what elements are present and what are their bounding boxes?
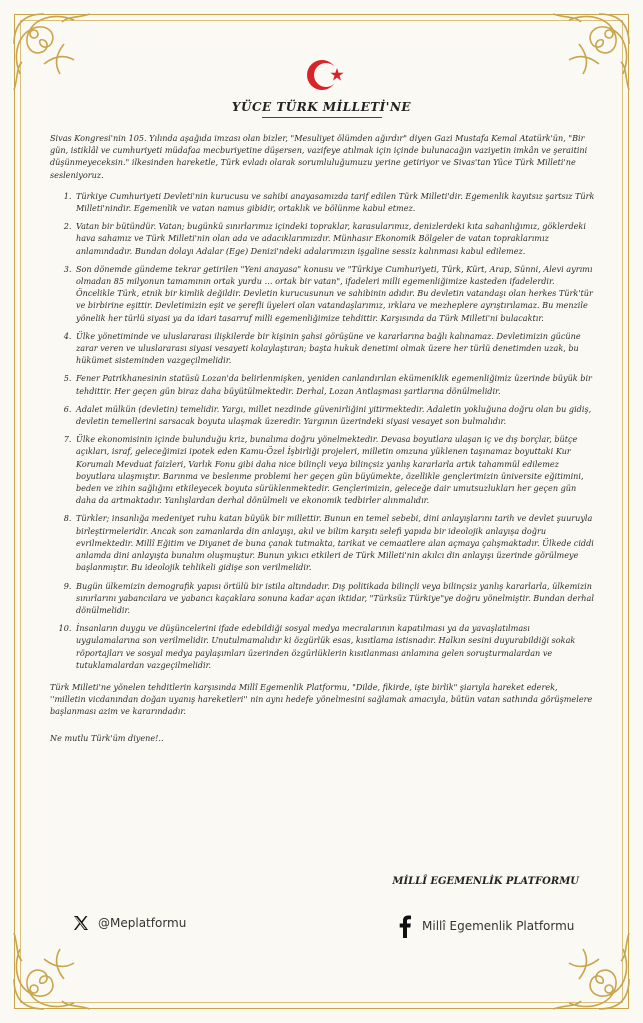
facebook-page-name: Millî Egemenlik Platformu: [422, 919, 575, 933]
list-item: 3. Son dönemde gündeme tekrar getirilen "Yeni anayasa" konusu ve "Türkiye Cumhuriyeti, Türk, Kürt, Arap, Sünni, Alevi ayrımı olmadan 85 milyonun tamamının ortak yurdu … ortak bir vatan", ifadeleri milli egemenliğimize kasteden ifadelerdir. Öncelikle Türk, etnik bir kimlik değildir. Devletin kurucusunun ve sahibinin adıdır. Bu devletin vatandaşı olan herkes Türk'tür ve birbirine eşittir. Devletimizin eşit ve şerefli üyeleri olan vatandaşlarımız, ırklara ve mezheplere ayrıştırılamaz. Bu menzile yönelik her türlü siyasi ya da idari tasarruf milli egemenliğimize tehdittir. Karşısında da Türk Milleti'ni bulacaktır.: [74, 263, 595, 324]
facebook-page-link[interactable]: [398, 914, 574, 938]
list-item: 2. Vatan bir bütündür. Vatan; bugünkü sınırlarımız içindeki topraklar, karasularımız, denizlerdeki kıta sahanlığımız, göklerdeki hava sahamız ve Türk Milleti'nin olan ada ve adacıklarımızdır. Münhasır Ekonomik Bölgeler de vatan topraklarımız anlamındadır. Bundan dolayı Adalar (Ege) Denizi'ndeki adalarımızın işgaline sessiz kalınması kabul edilemez.: [74, 220, 595, 257]
list-item: 6. Adalet mülkün (devletin) temelidir. Yargı, millet nezdinde güvenirliğini yitirmektedir. Adaletin yokluğuna doğru olan bu gidiş, devletin temellerini sarsacak boyuta ulaşmak üzeredir. Yargının üzerindeki siyasi vesayet son bulmalıdır.: [74, 403, 595, 427]
title-underline: [262, 117, 382, 118]
list-item: 10. İnsanların duygu ve düşüncelerini ifade edebildiği sosyal medya mecralarının kapatılması ya da yavaşlatılması uygulamalarına son verilmelidir. Unutulmamalıdır ki özgürlük esas, kısıtlama istisnadır. Halkın sesini duyurabildiği sokak röportajları ve sosyal medya paylaşımları üzerinden özgürlüklerin kısıtlanması anlamına gelen soruşturmalardan ve tutuklamalardan vazgeçilmelidir.: [74, 622, 595, 671]
list-item: 4. Ülke yönetiminde ve uluslararası ilişkilerde bir kişinin şahsi görüşüne ve kararlarına bağlı kalınamaz. Devletimizin gücüne zarar veren ve uluslararası siyasi vesayeti kolaylaştıran; başta hukuk denetimi olmak üzere her türlü denetimden uzak, bu hükümet sisteminden vazgeçilmelidir.: [74, 330, 595, 367]
crescent-star-icon: [304, 55, 348, 95]
x-logo-icon: [72, 914, 90, 932]
intro-paragraph: Sivas Kongresi'nin 105. Yılında aşağıda imzası olan bizler, "Mesuliyet ölümden ağırdır" diyen Gazi Mustafa Kemal Atatürk'ün, "Bir gün, istiklâl ve cumhuriyeti müdafaa mecburiyetine düşersen, vazifeye atılmak için içinde bulunacağın vaziyetin imkân ve şeraitini düşünmeyeceksin." ilkesinden hareketle, Türk evladı olarak sorumluluğumuzu yerine getiriyor ve Sivas'tan Yüce Türk Milleti'ne sesleniyoruz.: [50, 133, 588, 180]
list-item: 8. Türkler; insanlığa medeniyet ruhu katan büyük bir millettir. Bunun en temel sebebi, dini anlayışlarını tarih ve devlet şuuruyla birleştirmeleridir. Ancak son zamanlarda din anlayışı, akıl ve bilim karşıtı selefi yapıda bir ideolojik anlayışa doğru evrilmektedir. Millî Eğitim ve Diyanet de buna çanak tutmakta, tarikat ve cemaatlere alan açmaya çalışmaktadır. Ülkede ciddi anlamda dini anlayışta bunalım oluşmuştur. Bunun yıkıcı etkileri de Türk Milleti'nin akılcı din anlayışı üzerinde görülmeye başlanmıştır. Bu ideolojik tehlikeli gidişe son verilmelidir.: [74, 512, 595, 573]
list-item: 7. Ülke ekonomisinin içinde bulunduğu kriz, bunalıma doğru yönelmektedir. Devasa boyutlara ulaşan iç ve dış borçlar, bütçe açıkları, israf, geleceğimizi ipotek eden Kamu-Özel İşbirliği projeleri, milletin omzuna yüklenen taşınamaz boyuttaki Kur Korumalı Mevduat faizleri, Varlık Fonu gibi daha nice bilinçli veya bilinçsiz yanlış kararlarla artık tahammül edilemez boyutlara ulaşmıştır. Barınma ve beslenme problemi her geçen gün büyümekte, özellikle gençlerimizin üniversite eğitimini, beden ve zihin sağlığını etkileyecek boyuta sürüklenmektedir. Gençlerimizin, geleceğe dair umutsuzlukları her geçen gün daha da artmaktadır. Yanlışlardan derhal dönülmeli ve ekonomik tedbirler alınmalıdır.: [74, 433, 595, 506]
x-handle: @Meplatformu: [98, 916, 187, 930]
facebook-logo-icon: [398, 914, 412, 938]
list-item: 5. Fener Patrikhanesinin statüsü Lozan'da belirlenmişken, yeniden canlandırılan ekümeniklik egemenliğimiz üzerinde büyük bir tehdittir. Her geçen gün biraz daha büyütülmektedir. Derhal, Lozan Antlaşması şartlarına dönülmelidir.: [74, 372, 595, 396]
corner-ornament-icon: [4, 4, 104, 104]
demands-list: [50, 190, 595, 671]
page-title: YÜCE TÜRK MİLLETİ'NE: [231, 100, 412, 114]
letter-body: [50, 132, 595, 753]
social-footer: [0, 912, 643, 942]
corner-ornament-icon: [539, 4, 639, 104]
x-account-link[interactable]: [72, 914, 186, 932]
list-item: 1. Türkiye Cumhuriyeti Devleti'nin kurucusu ve sahibi anayasamızda tarif edilen Türk Milleti'dir. Egemenlik kayıtsız şartsız Türk Milleti'nindir. Egemenlik ve vatan namus gibidir, ortaklık ve bölünme kabul etmez.: [74, 190, 595, 214]
list-item: 9. Bugün ülkemizin demografik yapısı örtülü bir istila altındadır. Dış politikada bilinçli veya bilinçsiz yanlış kararlarla, ülkemizin sınırlarını yabancılara ve yabancı kaçaklara sonuna kadar açan iktidar, "Türksüz Türkiye"ye doğru yönelmiştir. Bundan derhal dönülmelidir.: [74, 580, 595, 617]
signoff-line: Ne mutlu Türk'üm diyene!..: [50, 732, 164, 743]
closing-paragraph: Türk Milleti'ne yönelen tehditlerin karşısında Millî Egemenlik Platformu, "Dilde, fikirde, işte birlik" şiarıyla hareket ederek, ''milletin vicdanından doğan uyanış hareketleri'' nin aynı hedefe yönelmesini sağlamak amacıyla, bütün vatan sathında görüşmelere başlanması azim ve kararındadır.: [50, 681, 593, 717]
signature: MİLLÎ EGEMENLİK PLATFORMU: [392, 876, 579, 887]
